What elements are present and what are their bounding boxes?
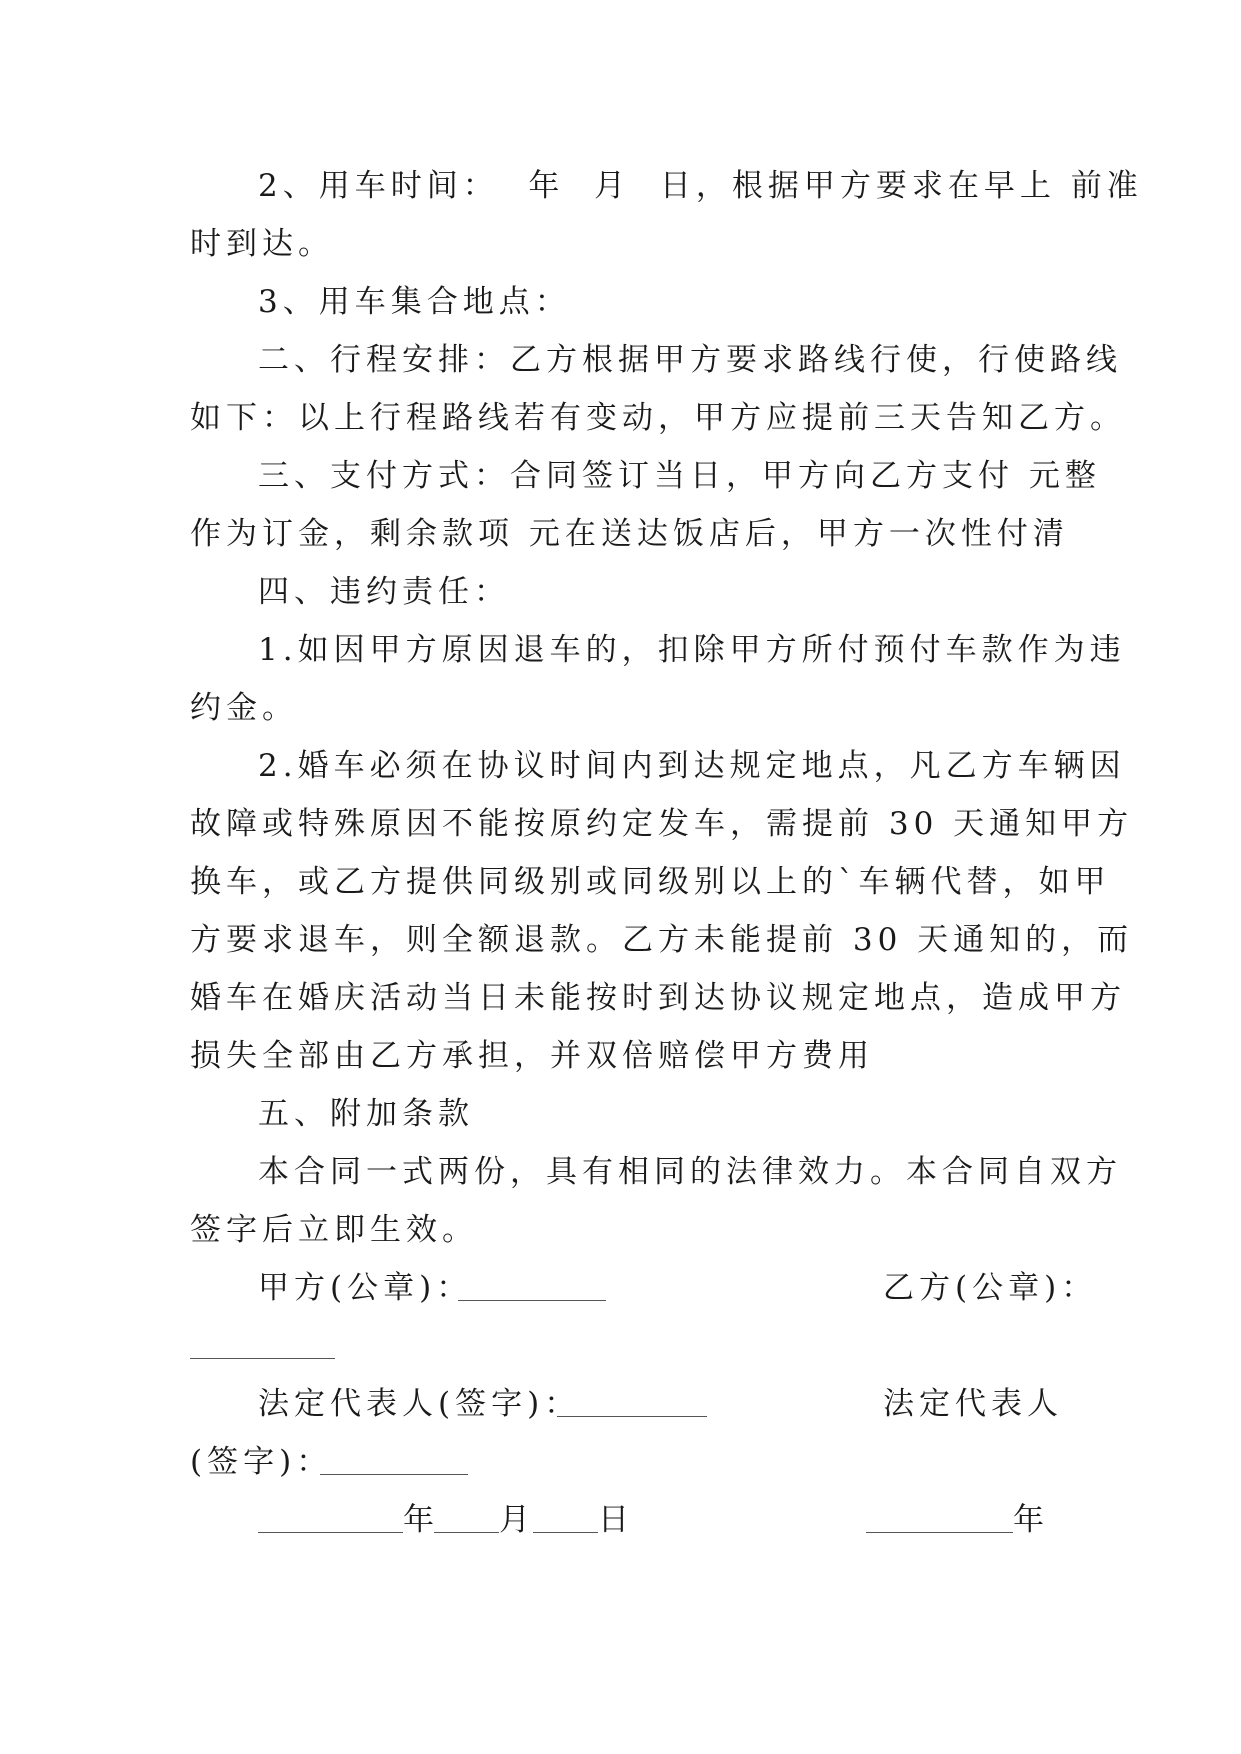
paragraph-line: 时到达。 [190, 226, 334, 262]
date-year-blank[interactable] [258, 1532, 403, 1533]
paragraph-line: 方要求退车，则全额退款。乙方未能提前 30 天通知的，而 [190, 922, 1134, 958]
party-a-rep-blank[interactable] [557, 1416, 707, 1417]
party-a-rep-label: 法定代表人(签字)： [258, 1386, 581, 1422]
party-a-seal-label: 甲方(公章)： [258, 1270, 473, 1306]
date-year-label: 年 [403, 1502, 439, 1538]
party-a-seal-blank[interactable] [458, 1300, 606, 1301]
party-b-seal-label: 乙方(公章)： [883, 1270, 1098, 1306]
paragraph-line: 1.如因甲方原因退车的，扣除甲方所付预付车款作为违 [258, 632, 1126, 668]
paragraph-line: 3、用车集合地点： [258, 284, 571, 320]
paragraph-line: 本合同一式两份，具有相同的法律效力。本合同自双方 [258, 1154, 1122, 1190]
paragraph-line: 作为订金，剩余款项 元在送达饭店后，甲方一次性付清 [190, 516, 1069, 552]
paragraph-line: 约金。 [190, 690, 298, 726]
paragraph-line: 签字后立即生效。 [190, 1212, 478, 1248]
date-year-b-label: 年 [1013, 1502, 1049, 1538]
paragraph-line: 二、行程安排：乙方根据甲方要求路线行使，行使路线 [258, 342, 1122, 378]
date-day-blank[interactable] [533, 1532, 598, 1533]
paragraph-line: 2.婚车必须在协议时间内到达规定地点，凡乙方车辆因 [258, 748, 1126, 784]
section-heading: 四、违约责任： [258, 574, 510, 610]
paragraph-line: 2、用车时间： 年 月 日，根据甲方要求在早上 前准 [258, 168, 1143, 204]
paragraph-line: 三、支付方式：合同签订当日，甲方向乙方支付 元整 [258, 458, 1101, 494]
paragraph-line: 婚车在婚庆活动当日未能按时到达协议规定地点，造成甲方 [190, 980, 1126, 1016]
paragraph-line: 故障或特殊原因不能按原约定发车，需提前 30 天通知甲方 [190, 806, 1134, 842]
date-month-label: 月 [499, 1502, 535, 1538]
date-month-blank[interactable] [434, 1532, 499, 1533]
paragraph-line: 损失全部由乙方承担，并双倍赔偿甲方费用 [190, 1038, 874, 1074]
section-heading: 五、附加条款 [258, 1096, 474, 1132]
paragraph-line: 如下：以上行程路线若有变动，甲方应提前三天告知乙方。 [190, 400, 1126, 436]
party-b-rep-label: 法定代表人 [883, 1386, 1063, 1422]
party-b-rep-label-cont: (签字)： [190, 1444, 333, 1480]
paragraph-line: 换车，或乙方提供同级别或同级别以上的`车辆代替，如甲 [190, 864, 1111, 900]
party-b-seal-blank[interactable] [190, 1358, 335, 1359]
date-year-b-blank[interactable] [866, 1532, 1013, 1533]
date-day-label: 日 [598, 1502, 634, 1538]
party-b-rep-blank[interactable] [320, 1474, 468, 1475]
